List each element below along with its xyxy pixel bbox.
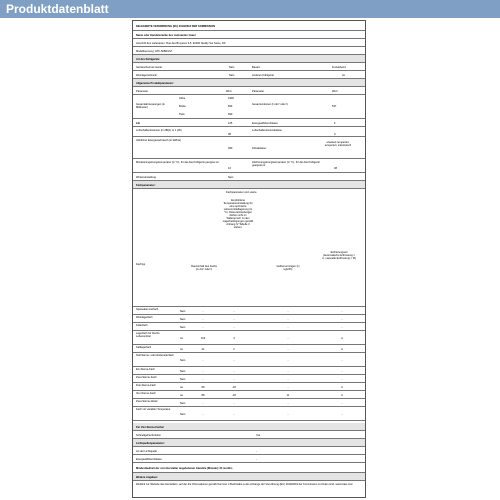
compartment-present: Nein (180, 412, 186, 416)
winter-label: Wintereinstellung (136, 176, 156, 179)
compartment-col-head: Einfrierungsart (Automatische Enfrostung = A, manuelle Entfrostung = M) (322, 251, 356, 260)
four-star-title: Für Vier-Sterne-Fächer (136, 426, 165, 429)
table-row (133, 323, 365, 331)
table-row (133, 407, 365, 421)
consumption-value: 390 (228, 147, 233, 150)
table-row (133, 345, 365, 353)
col-head: Parameter (252, 90, 265, 93)
compartment-value: - (287, 336, 289, 340)
col-head: Wert (226, 90, 232, 93)
more-info-header (133, 473, 365, 481)
volume-label: Gesamtvolumen (in dm³ oder l) (252, 103, 288, 106)
compartment-value: - (287, 317, 289, 321)
compartment-col-head: Rauminhalt des Fachs (in dm³ oder l) (191, 265, 217, 271)
type-label: Anderes Kühlgerät: (252, 74, 275, 77)
type-label: Geräuscharmes Gerät: (136, 66, 163, 69)
compartment-value: - (341, 325, 343, 329)
light-class-value: - (256, 458, 257, 461)
table-row (133, 315, 365, 323)
table-row (133, 307, 365, 315)
model-id: Modellkennung: HTF-508DGS7 (136, 50, 173, 53)
compartment-present: Nein (180, 325, 186, 329)
compartment-value: - (287, 358, 289, 362)
type-value: Nein (229, 74, 235, 77)
compartment-value: - (341, 377, 343, 381)
quick-freeze-label: Schnellgefrierfunktion (136, 434, 161, 437)
compartment-group-head: Fachparameter und -werte (226, 191, 257, 194)
type-label: Bauart: (252, 66, 261, 69)
compartment-value: - (341, 317, 343, 321)
type-row (133, 63, 365, 71)
compartment-value: - (202, 358, 204, 362)
compartment-value: - (341, 412, 343, 416)
table-row (133, 383, 365, 391)
compartment-value: A (341, 393, 343, 397)
compartment-head (133, 189, 365, 307)
light-title: Lichtquellenparameter: (136, 442, 165, 445)
compartment-value: - (233, 317, 235, 321)
temp-range-row (133, 159, 365, 173)
compartment-value: -18 (232, 385, 236, 389)
winter-value: Nein (228, 176, 234, 179)
compartment-present: Nein (180, 358, 186, 362)
dimensions-row (133, 95, 365, 119)
dim-value: 833 (228, 105, 233, 108)
consumption-label: Jährlicher Energieverbrauch (in kWh/a) (136, 139, 181, 142)
compartment-value: - (202, 401, 204, 405)
quick-freeze-value: Yes (256, 434, 261, 437)
compartment-value: A (341, 347, 343, 351)
compartment-value: 2 (233, 347, 235, 351)
compartment-value: A (341, 385, 343, 389)
compartment-value: - (287, 412, 289, 416)
dims-label: Gesamtabmessungen (in Millimeter) (136, 103, 165, 109)
noise-label: Luftschallemissionen (in dB(A) re 1 pW) (136, 129, 182, 132)
compartment-name: Weinlagerfach (136, 316, 153, 319)
table-row (133, 399, 365, 407)
compartment-value: - (233, 377, 235, 381)
compartment-value: - (287, 377, 289, 381)
more-info-text: Weblink zur Website des Herstellers, auf der die Informationen gemäß Nummer 4 Buchstabe a des Anhangs der Verordnung (EU) 2019/2019 der Kommission zu finden sind: www.haier.com (136, 483, 353, 486)
compartment-value: - (233, 325, 235, 329)
compartment-name: Kaltlagerfach (136, 346, 152, 349)
compartment-value: - (202, 369, 204, 373)
compartment-present: Ja (180, 385, 183, 389)
compartment-value: - (233, 412, 235, 416)
type-section-header (133, 55, 365, 63)
compartment-value: - (202, 309, 204, 313)
table-row (133, 375, 365, 383)
max-temp-label: Höchstumgebungstemperatur (in °C), für die das Kühlgerät geeignet ist (252, 161, 320, 167)
intro-model-row (133, 47, 365, 55)
compartment-present: Nein (180, 369, 186, 373)
compartment-value: - (287, 369, 289, 373)
winter-row (133, 173, 365, 181)
dim-value: 690 (228, 113, 233, 116)
page-title: Produktdatenblatt (6, 2, 109, 16)
type-value: Nein (229, 66, 235, 69)
light-type-label: Art der Lichtquelle (136, 450, 157, 453)
compartment-value: A (341, 336, 343, 340)
compartment-value: 11 (286, 393, 290, 397)
compartment-section-header (133, 181, 365, 189)
climate-value: erweitert temperiert, temperiert, subtropisch (324, 141, 352, 147)
compartment-value: 89 (201, 385, 205, 389)
intro-regulation-row (133, 21, 365, 31)
table-row (133, 367, 365, 375)
compartment-col-head: Gefriervermögen (in kg/24h) (276, 265, 300, 271)
compartment-name: Ein-Sterne-Fach (136, 368, 155, 371)
compartment-present: Nein (180, 401, 186, 405)
type-value: Ja (342, 74, 345, 77)
light-type-value: - (256, 450, 257, 453)
table-row (133, 331, 365, 345)
compartment-value: - (233, 358, 235, 362)
compartment-value: - (287, 401, 289, 405)
type-section-title: Art des Kühlgeräts: (136, 58, 161, 61)
compartment-present: Nein (180, 309, 186, 313)
energy-class-value: F (334, 122, 336, 125)
max-temp-value: 38 (334, 167, 337, 170)
more-info-row (133, 481, 365, 495)
compartment-section-title: Fachparameter: (136, 184, 156, 187)
energy-class-label: Energieeffizienzklasse (252, 122, 278, 125)
header-bar (0, 0, 500, 18)
general-section-header (133, 79, 365, 87)
intro-address-row (133, 39, 365, 47)
compartment-value: - (287, 325, 289, 329)
compartment-type-head: Fachtyp (136, 263, 146, 266)
supplier-address: Anschrift des Lieferanten: Rue des Bruyeres 3-5, 92200 Neuilly Sur Seine, FR (136, 42, 226, 45)
compartment-present: Ja (180, 393, 183, 397)
compartment-name: Fach mit variabler Temperatur (136, 408, 171, 411)
climate-label: Klimaklasse: (252, 147, 267, 150)
table-row (133, 391, 365, 399)
compartment-value: - (287, 347, 289, 351)
compartment-value: - (233, 309, 235, 313)
type-row (133, 71, 365, 79)
compartment-value: - (202, 377, 204, 381)
guarantee-row (133, 463, 365, 473)
compartment-value: - (233, 369, 235, 373)
compartment-value: - (202, 317, 204, 321)
eei-label: EEI (136, 122, 141, 125)
supplier-name: Name oder Handelsmarke des Lieferanten: Haier (136, 34, 196, 37)
compartment-name: Kellerfach (136, 324, 148, 327)
compartment-value: - (341, 358, 343, 362)
eei-row (133, 119, 365, 127)
compartment-value: - (287, 385, 289, 389)
general-head-row (133, 87, 365, 95)
compartment-name: Drei-Sterne-Fach (136, 384, 156, 387)
compartment-value: - (287, 309, 289, 313)
compartment-name: Vier-Sterne-Fach (136, 392, 156, 395)
compartment-name: Zwei-Sterne-Fach (136, 376, 157, 379)
col-head: Parameter (136, 90, 149, 93)
consumption-row (133, 137, 365, 159)
light-header (133, 439, 365, 447)
dim-key: Höhe (179, 97, 186, 100)
light-row (133, 447, 365, 455)
type-value: Freistehend (332, 66, 346, 69)
compartment-value: - (233, 401, 235, 405)
compartment-name: Null-Sterne- oder Eisbereiterfach (136, 354, 174, 357)
light-class-label: Energieeffizienzklasse (136, 458, 162, 461)
min-temp-label: Mindestumgebungstemperatur (in °C), für die das Kühlgerät geeignet ist (136, 161, 219, 164)
dim-key: Tiefe (179, 113, 185, 116)
general-section-title: Allgemeine Produktparameter: (136, 82, 174, 85)
four-star-row (133, 431, 365, 439)
compartment-value: - (202, 325, 204, 329)
volume-value: 537 (332, 105, 337, 108)
noise-class-value: C (334, 133, 336, 136)
product-datasheet (132, 20, 366, 498)
col-head: Wert (332, 90, 338, 93)
compartment-present: Nein (180, 377, 186, 381)
compartment-present: Ja (180, 347, 183, 351)
more-info-title: Weitere Angaben: (136, 476, 158, 479)
type-label: Weinlagerschrank: (136, 74, 158, 77)
compartment-value: - (341, 309, 343, 313)
light-row (133, 455, 365, 463)
four-star-header (133, 423, 365, 431)
compartment-present: Nein (180, 317, 186, 321)
compartment-value: -18 (232, 393, 236, 397)
eei-value: 125 (228, 122, 233, 125)
compartment-name: Zwei-Sterne-Abteil (136, 400, 158, 403)
compartment-value: - (202, 412, 204, 416)
compartment-present: Ja (180, 336, 183, 340)
noise-value: 38 (228, 133, 231, 136)
table-row (133, 353, 365, 367)
regulation-text: DELEGIERTE VERORDNUNG (EU) 2019/2016 DER KOMMISSION (136, 25, 215, 28)
compartment-value: 88 (201, 393, 205, 397)
min-temp-value: 10 (228, 167, 231, 170)
compartment-name: Speisekammerfach (136, 308, 159, 311)
compartment-value: 41 (201, 347, 205, 351)
compartment-col-head: Empfohlene Temperatureinstellung für eine optimierte Lebensmittellagerung (in °C). Diese Einstellungen dürfen nicht im Widerspruch zu den Lagerbedingungen gemäß Anhang IV Tabelle 3 stehen. (222, 199, 254, 229)
noise-class-label: Luftschallemissionsklasse (252, 129, 282, 132)
compartment-value: 319 (200, 336, 206, 340)
dim-key: Breite (179, 105, 186, 108)
compartment-name: Lagerfach für frische Lebensmittel (136, 332, 160, 338)
guarantee-text: Mindestlaufzeit der vom Hersteller angebotenen Garantie (Monate): 24 months (136, 467, 233, 470)
dim-value: 1900 (228, 97, 234, 100)
noise-row (133, 127, 365, 137)
compartment-value: 4 (233, 336, 235, 340)
intro-supplier-row (133, 31, 365, 39)
compartment-value: - (341, 401, 343, 405)
compartment-value: - (341, 369, 343, 373)
